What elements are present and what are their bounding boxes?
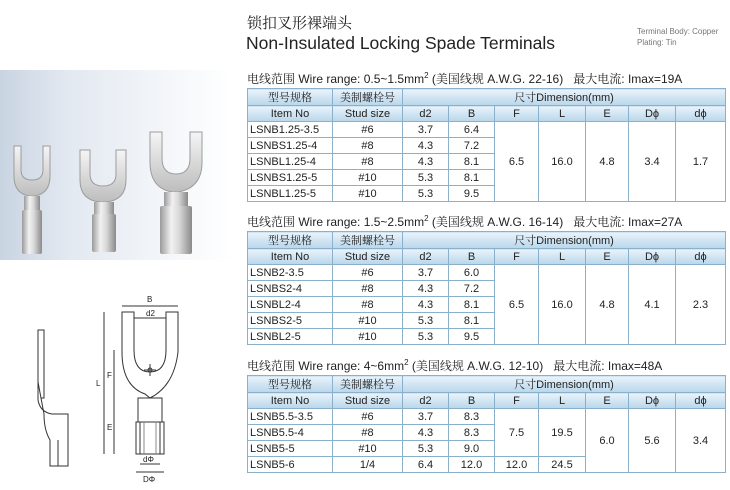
table-cell: 8.1 — [449, 313, 495, 329]
table-cell: E — [586, 249, 629, 265]
table-cell: 5.3 — [403, 441, 449, 457]
table-cell: L — [539, 106, 586, 122]
header-model-cn: 型号规格 — [248, 89, 333, 106]
spec-table-2 — [247, 231, 726, 345]
label-L: L — [96, 379, 101, 388]
title-chinese: 锁扣叉形裸端头 — [247, 14, 353, 32]
material-spec — [637, 26, 718, 48]
table-cell: 16.0 — [539, 265, 586, 345]
table-cell: LSNBL2-4 — [248, 297, 333, 313]
table-cell: 8.3 — [449, 409, 495, 425]
terminal-large — [150, 132, 202, 254]
table-cell: 4.3 — [403, 138, 449, 154]
table-cell: LSNBS2-4 — [248, 281, 333, 297]
table-cell: 12.0 — [449, 457, 495, 473]
table-cell: LSNBS1.25-4 — [248, 138, 333, 154]
table-cell: d2 — [403, 393, 449, 409]
wire-range-1: 电线范围 Wire range: $0.5\sim 1.5mm^2$ (美国线规 A.W.G. 22-16) 最大电流: Imax=19A — [247, 71, 683, 86]
table-cell: LSNB5.5-4 — [248, 425, 333, 441]
table-cell: E — [586, 393, 629, 409]
spec-table-3 — [247, 375, 726, 473]
table-cell: 1.7 — [676, 122, 726, 202]
table-cell: Item No — [248, 249, 333, 265]
table-cell: 3.7 — [403, 409, 449, 425]
table-cell: 4.8 — [586, 122, 629, 202]
table-cell: 美制螺栓号 — [333, 232, 403, 249]
table-cell: 9.5 — [449, 186, 495, 202]
table-cell: LSNB5-5 — [248, 441, 333, 457]
table-cell: 6.5 — [495, 265, 539, 345]
table-cell: F — [495, 106, 539, 122]
table-cell: 9.5 — [449, 329, 495, 345]
table-cell: 9.0 — [449, 441, 495, 457]
table-cell: LSNB1.25-3.5 — [248, 122, 333, 138]
table-cell: 4.3 — [403, 281, 449, 297]
spec-plating: Plating: Tin — [637, 38, 677, 47]
spec-body: Terminal Body: Copper — [637, 27, 719, 36]
table-cell: 6.5 — [495, 122, 539, 202]
label-dphi: dΦ — [143, 455, 154, 464]
table-cell: E — [586, 106, 629, 122]
label-Dphi: DΦ — [143, 475, 156, 484]
table-cell: #8 — [333, 297, 403, 313]
table-cell: 8.1 — [449, 154, 495, 170]
table-cell: d2 — [403, 106, 449, 122]
table-cell: 5.3 — [403, 186, 449, 202]
table-row — [248, 409, 726, 425]
table-cell: #6 — [333, 409, 403, 425]
table-cell: 6.4 — [403, 457, 449, 473]
table-cell: 3.4 — [676, 409, 726, 473]
label-F: F — [107, 371, 112, 380]
header-model-en: Item No — [248, 106, 333, 122]
wire-range-3: 电线范围 Wire range: $4\sim 6mm^2$ (美国线规 A.W.G. 12-10) 最大电流: Imax=48A — [247, 358, 663, 373]
table-cell: #10 — [333, 313, 403, 329]
table-cell: 尺寸Dimension(mm) — [403, 376, 726, 393]
table-cell: Dϕ — [629, 106, 676, 122]
table-cell: #6 — [333, 122, 403, 138]
table-row — [248, 265, 726, 281]
table-cell: Stud size — [333, 393, 403, 409]
table-cell: LSNB5-6 — [248, 457, 333, 473]
table-cell: LSNBS2-5 — [248, 313, 333, 329]
table-cell: B — [449, 249, 495, 265]
table-cell: 5.6 — [629, 409, 676, 473]
table-cell: LSNB2-3.5 — [248, 265, 333, 281]
table-cell: L — [539, 249, 586, 265]
table-cell: #6 — [333, 265, 403, 281]
terminal-small — [14, 146, 50, 254]
table-cell: L — [539, 393, 586, 409]
table-cell: 5.3 — [403, 313, 449, 329]
table-cell: 6.4 — [449, 122, 495, 138]
table-cell: F — [495, 393, 539, 409]
table-cell: 7.5 — [495, 409, 539, 457]
table-cell: B — [449, 106, 495, 122]
table-cell: 8.1 — [449, 297, 495, 313]
table-cell: LSNBL2-5 — [248, 329, 333, 345]
table-cell: 4.3 — [403, 425, 449, 441]
table-cell: #10 — [333, 329, 403, 345]
table-cell: #8 — [333, 138, 403, 154]
table-cell: LSNB5.5-3.5 — [248, 409, 333, 425]
table-cell: Dϕ — [629, 249, 676, 265]
label-E: E — [107, 423, 113, 432]
table-cell: 7.2 — [449, 138, 495, 154]
table-cell: 美制螺栓号 — [333, 376, 403, 393]
table-cell: B — [449, 393, 495, 409]
table-cell: 5.3 — [403, 170, 449, 186]
table-cell: LSNBS1.25-5 — [248, 170, 333, 186]
table-cell: #8 — [333, 281, 403, 297]
table-cell: 4.1 — [629, 265, 676, 345]
table-cell: #10 — [333, 170, 403, 186]
table-cell: #8 — [333, 425, 403, 441]
table-cell: 2.3 — [676, 265, 726, 345]
table-cell: Item No — [248, 393, 333, 409]
table-cell: 5.3 — [403, 329, 449, 345]
table-cell: dϕ — [676, 106, 726, 122]
header-stud-en: Stud size — [333, 106, 403, 122]
table-cell: 3.4 — [629, 122, 676, 202]
table-cell: 尺寸Dimension(mm) — [403, 232, 726, 249]
table-cell: 24.5 — [539, 457, 586, 473]
table-cell: d2 — [403, 249, 449, 265]
table-cell: LSNBL1.25-5 — [248, 186, 333, 202]
product-photo — [0, 70, 232, 260]
title-english: Non-Insulated Locking Spade Terminals — [246, 33, 556, 53]
table-cell: dϕ — [676, 393, 726, 409]
dimension-drawing — [0, 290, 240, 486]
table-cell: Dϕ — [629, 393, 676, 409]
table-cell: 1/4 — [333, 457, 403, 473]
table-cell: F — [495, 249, 539, 265]
table-cell: 型号规格 — [248, 376, 333, 393]
table-cell: dϕ — [676, 249, 726, 265]
wire-range-2: 电线范围 Wire range: $1.5\sim 2.5mm^2$ (美国线规 A.W.G. 16-14) 最大电流: Imax=27A — [247, 214, 683, 229]
table-cell: 8.3 — [449, 425, 495, 441]
table-cell: #8 — [333, 154, 403, 170]
label-d2: d2 — [146, 309, 155, 318]
table-cell: 6.0 — [586, 409, 629, 473]
table-cell: 4.8 — [586, 265, 629, 345]
table-cell: 4.3 — [403, 154, 449, 170]
table-cell: 16.0 — [539, 122, 586, 202]
table-cell: #10 — [333, 441, 403, 457]
table-cell: 8.1 — [449, 170, 495, 186]
table-cell: #10 — [333, 186, 403, 202]
table-row — [248, 122, 726, 138]
terminal-medium — [80, 150, 126, 252]
header-stud-cn: 美制螺栓号 — [333, 89, 403, 106]
table-cell: 3.7 — [403, 122, 449, 138]
spec-table-1 — [247, 88, 726, 202]
table-cell: 型号规格 — [248, 232, 333, 249]
table-cell: 12.0 — [495, 457, 539, 473]
table-cell: 3.7 — [403, 265, 449, 281]
table-cell: LSNBL1.25-4 — [248, 154, 333, 170]
header-dimension: 尺寸Dimension(mm) — [403, 89, 726, 106]
table-cell: 7.2 — [449, 281, 495, 297]
table-cell: Stud size — [333, 249, 403, 265]
table-cell: 6.0 — [449, 265, 495, 281]
table-cell: 19.5 — [539, 409, 586, 457]
table-cell: 4.3 — [403, 297, 449, 313]
label-B: B — [147, 295, 153, 304]
